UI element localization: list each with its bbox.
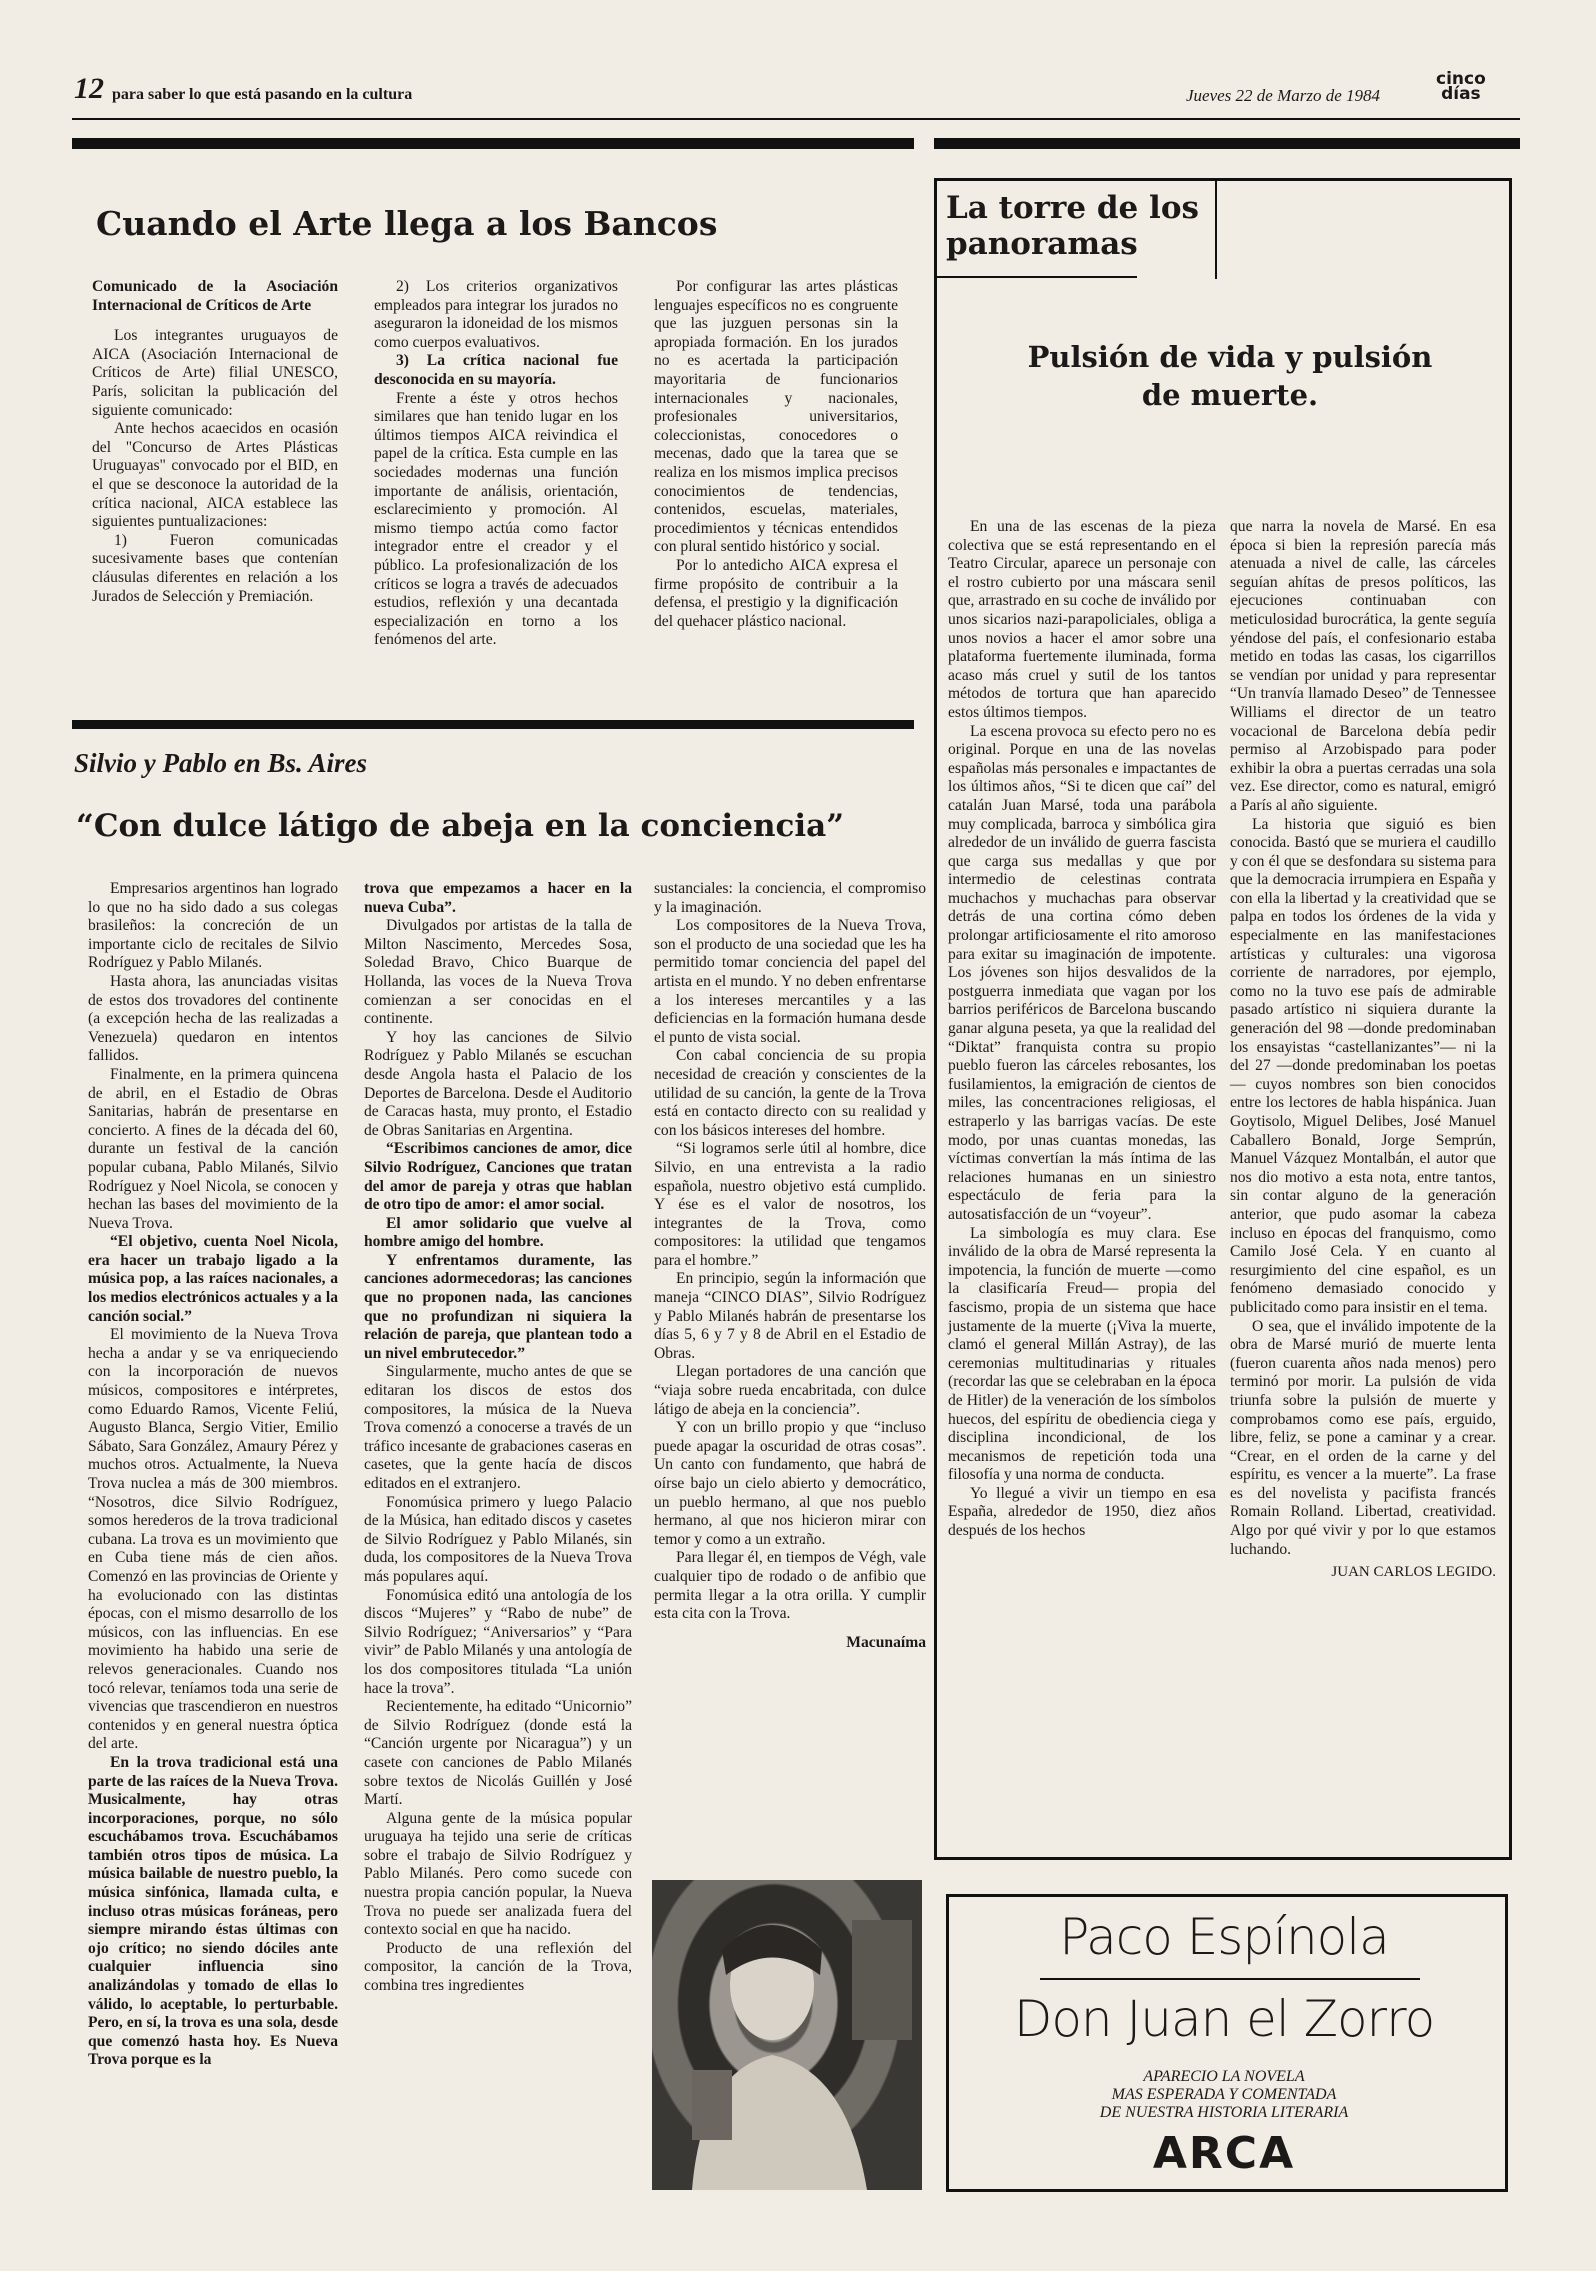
article2-paragraph: “Si logramos serle útil al hombre, dice Silvio, en una entrevista a la radio española, nuestro objetivo está cumplido. Y ése es el valor de nosotros, los integrantes de la Trova, como compositores: la utilidad que tengamos para el hombre.”: [654, 1140, 926, 1269]
article1-paragraph: Ante hechos acaecidos en ocasión del "Concurso de Artes Plásticas Uruguayas" convocado por el BID, en el que se desconoce la autoridad de la crítica nacional, AICA establece las siguientes puntualizaciones:: [92, 420, 338, 531]
article2-paragraph: Hasta ahora, las anunciadas visitas de estos dos trovadores del continente (a excepción hecha de las realizadas a Venezuela) quedaron en intentos fallidos.: [88, 972, 338, 1065]
article1-paragraph: 1) Fueron comunicadas sucesivamente bases que contenían cláusulas diferentes en relación a los Jurados de Selección y Premiación.: [92, 531, 338, 605]
book-ad-tagline: [966, 2068, 1482, 2122]
header-rule: [72, 118, 1520, 120]
article1-paragraph: 2) Los criterios organizativos empleados para integrar los jurados no aseguraron la idoneidad de los mismos como cuerpos evaluativos.: [374, 278, 618, 351]
article1-column-2: [374, 278, 618, 650]
top-bar-right: [934, 138, 1520, 149]
article2-paragraph: sustanciales: la conciencia, el compromiso y la imaginación.: [654, 880, 926, 916]
article1-paragraph: Por lo antedicho AICA expresa el firme propósito de contribuir a la defensa, el prestigio y la dignificación del quehacer plástico nacional.: [654, 556, 898, 630]
article3-title: [946, 190, 1199, 262]
article2-kicker: Silvio y Pablo en Bs. Aires: [74, 748, 368, 778]
article1-paragraph: Los integrantes uruguayos de AICA (Asociación Internacional de Críticos de Arte) filial UNESCO, París, solicitan la publicación del siguiente comunicado:: [92, 327, 338, 419]
section-kicker: [112, 86, 412, 104]
issue-date: Jueves 22 de Marzo de 1984: [1186, 86, 1381, 105]
article2-paragraph: Fonomúsica editó una antología de los discos “Mujeres” y “Rabo de nube” de Silvio Rodríguez; “Aniversarios” y “Para vivir” de Pablo Milanés y una antología de los dos compositores titulada “La unión hace la trova”.: [364, 1586, 632, 1697]
book-ad-tagline-3: DE NUESTRA HISTORIA LITERARIA: [1099, 2104, 1349, 2121]
article3-paragraph: En una de las escenas de la pieza colectiva que se está representando en el Teatro Circular, aparece un personaje con el rostro cubierto por una máscara senil que, arrastrado en su coche de inválido por unos sicarios nazi-parapoliciales, obliga a unos novios a hacer el amor sobre una plataforma fuertemente iluminada, forma acaso más cruel y sutil de los tantos métodos de tortura que han aparecido estos últimos tiempos.: [948, 518, 1216, 721]
article1-byline: Comunicado de la Asociación Internacional de Críticos de Arte: [92, 278, 338, 314]
article2-paragraph: El movimiento de la Nueva Trova hecha a andar y se va enriqueciendo con la incorporación de nuevos músicos, compositores e intérpretes, como Eduardo Ramos, Vicente Feliú, Augusto Blanca, Sergio Vitier, Emilio Sábato, Sara González, Amaury Pérez y muchos otros. Actualmente, la Nueva Trova nuclea a más de 300 miembros. “Nosotros, dice Silvio Rodríguez, somos herederos de la trova tradicional cubana. La trova es un movimiento que en Cuba tiene más de cien años. Comenzó en las provincias de Oriente y ha evolucionado con las distintas épocas, con el mismo desarrollo de los músicos, con las influencias. En ese movimiento ha habido una serie de relevos generacionales. Cuando nos tocó relevar, teníamos toda una serie de vivencias que trascendieron en nuestros contenidos y en general nuestra óptica del arte.: [88, 1326, 338, 1753]
article3-column-2: [1230, 518, 1496, 1582]
article2-column-3: [654, 880, 926, 1652]
logo-bottom: días: [1441, 84, 1481, 104]
article2-paragraph: Con cabal conciencia de su propia necesidad de creación y conscientes de la utilidad de su canción, la gente de la Trova está en contacto directo con su realidad y con los básicos intereses del hombre.: [654, 1047, 926, 1139]
article3-paragraph: Yo llegué a vivir un tiempo en esa España, alrededor de 1950, diez años después de los hechos: [948, 1484, 1216, 1540]
portrait-photo: [652, 1880, 922, 2190]
book-ad-author: Paco Espínola: [1059, 1908, 1389, 1966]
book-ad-tagline-2: MAS ESPERADA Y COMENTADA: [1111, 2086, 1337, 2103]
article3-subtitle-line-1: Pulsión de vida y pulsión: [1027, 340, 1433, 374]
article2-paragraph: Finalmente, en la primera quincena de abril, en el Estadio de Obras Sanitarias, habrán de presentarse en concierto. A fines de la década del 60, durante un festival de la canción popular cubana, Pablo Milanés, Silvio Rodríguez y Noel Nicola, se conocen y hechan las bases del movimiento de la Nueva Trova.: [88, 1065, 338, 1232]
book-ad-divider: [1040, 1978, 1420, 1980]
article2-paragraph: Y con un brillo propio y que “incluso puede apagar la oscuridad de otras cosas”. Un canto con fundamento, que habrá de oírse bajo un cielo abierto y democrático, un pueblo hermano, al que nos pueblo hermano, al que nos hicieron mirar con temor y como a un extraño.: [654, 1419, 926, 1548]
article2-paragraph: Y hoy las canciones de Silvio Rodríguez y Pablo Milanés se escuchan desde Angola hasta el Palacio de los Deportes de Barcelona. Desde el Auditorio de Caracas hasta, muy pronto, el Estadio de Obras Sanitarias en Argentina.: [364, 1028, 632, 1139]
photo-portrait-icon: [652, 1880, 922, 2190]
section-kicker-culture: la cultura: [345, 86, 413, 103]
article2-paragraph: Producto de una reflexión del compositor, la canción de la Trova, combina tres ingredientes: [364, 1939, 632, 1995]
article2-paragraph: El amor solidario que vuelve al hombre amigo del hombre.: [364, 1214, 632, 1251]
logo-top: cinco: [1436, 69, 1486, 89]
article1-column-1: [92, 278, 338, 606]
article2-paragraph: Alguna gente de la música popular uruguaya ha tejido una serie de críticas sobre el trabajo de Silvio Rodríguez y Pablo Milanés. Pero como sucede con nuestra propia canción popular, la Nueva Trova no puede ser analizada fuera del contexto social en que ha nacido.: [364, 1809, 632, 1939]
article1-column-3: [654, 278, 898, 631]
article2-paragraph: En la trova tradicional está una parte de las raíces de la Nueva Trova. Musicalmente, hay otras incorporaciones, porque, no sólo escuchábamos trova. Escuchábamos también otros tipos de música. La música bailable de nuestro pueblo, la música sinfónica, llamada culta, e incluso otras músicas foráneas, pero siempre mirando éstas últimas con ojo crítico; no siendo dóciles ante cualquier influencia sino analizándolas y tomado de ellas lo válido, lo aceptable, lo perturbable. Pero, en sí, la trova es una sola, desde que comenzó hasta hoy. Es Nueva Trova porque es la: [88, 1753, 338, 2069]
article2-paragraph: Divulgados por artistas de la talla de Milton Nascimento, Mercedes Sosa, Soledad Bravo, Chico Buarque de Hollanda, las voces de la Nueva Trova comienzan a ser conocidas en el continente.: [364, 917, 632, 1028]
article2-column-2: [364, 880, 632, 1996]
article1-paragraph: Por configurar las artes plásticas lenguajes específicos no es congruente que las juzguen personas sin la apropiada formación. En los jurados no es acertada la participación mayoritaria de funcionarios internacionales y nacionales, profesionales universitarios, coleccionistas, conocedores o mecenas, dado que la tarea que se realiza en los mismos implica precisos conocimientos de tendencias, contenidos, escuelas, materiales, procedimientos y técnicas entendidos con plural sentido histórico y social.: [654, 278, 898, 556]
article2-paragraph: En principio, según la información que maneja “CINCO DIAS”, Silvio Rodríguez y Pablo Milanés habrán de presentarse los días 5, 6 y 7 y 8 de Abril en el Estadio de Obras.: [654, 1270, 926, 1362]
article2-paragraph: Los compositores de la Nueva Trova, son el producto de una sociedad que les ha permitido tomar conciencia del papel del artista en el mundo. Y no deben enfrentarse a los intereses mercantiles y a las deficiencias en la formación humana desde el punto de vista social.: [654, 917, 926, 1046]
article3-title-line-2: panoramas: [946, 226, 1138, 262]
article3-signature: JUAN CARLOS LEGIDO.: [1331, 1564, 1496, 1581]
article2-paragraph: Recientemente, ha editado “Unicornio” de Silvio Rodríguez (donde está la “Canción urgente por Nicaragua”) y un casete con canciones de Pablo Milanés sobre textos de Nicolás Guillén y José Martí.: [364, 1698, 632, 1809]
article3-paragraph: La escena provoca su efecto pero no es original. Porque en una de las novelas españolas más personales e impactantes de los últimos años, “Si te dicen que caí” del catalán Juan Marsé, toda una parábola muy complicada, barroca y simbólica gira alrededor de un inválido de guerra fascista que carga sus medallas y que por intermedio de celestinas contrata muchachos y muchachas para observar detrás de una cortina cómo deben prolongar artificiosamente el rito amoroso para exitar su imaginación de impotente. Los jóvenes son hijos desvalidos de la postguerra inmediata que vagan por los barrios periféricos de Barcelona buscando ganar alguna peseta, ya que la realidad del “Diktat” franquista contra su propio pueblo fueron las cárceles rebosantes, los fusilamientos, la emigración de cientos de miles, las concentraciones religiosas, el estraperlo y las barrigas vacías. De este modo, por unas cuantas monedas, las víctimas convertían la más íntima de las relaciones humanas en un siniestro espectáculo de feria para la autosatisfacción de un “voyeur”.: [948, 722, 1216, 1223]
article1-paragraph: Frente a éste y otros hechos similares que han tenido lugar en los últimos tiempos AICA reivindica el papel de la crítica. Esta cumple en las sociedades modernas una función importante de análisis, orientación, esclarecimiento y promoción. Al mismo tiempo actúa como factor integrador entre el creador y el público. La profesionalización de los críticos se logra a través de adecuados estudios, reflexión y una decantada especialización en torno a los fenómenos del arte.: [374, 389, 618, 649]
article3-title-rule: [937, 276, 1137, 278]
article3-title-rule-vertical: [1215, 181, 1217, 279]
article2-signature: Macunaíma: [846, 1633, 926, 1651]
book-ad-publisher: ARCA: [1152, 2128, 1296, 2179]
article2-paragraph: trova que empezamos a hacer en la nueva Cuba”.: [364, 880, 632, 916]
page-number: 12: [74, 72, 104, 105]
article2-paragraph: Singularmente, mucho antes de que se editaran los discos de estos dos compositores, la música de la Nueva Trova comenzó a conocerse a través de un tráfico incesante de grabaciones caseras en casetes, que la gente hacía de discos editados en el extranjero.: [364, 1363, 632, 1492]
book-ad-title: Don Juan el Zorro: [1013, 1990, 1435, 2048]
article2-paragraph: Empresarios argentinos han logrado lo que no ha sido dado a sus colegas brasileños: la concreción de un importante ciclo de recitales de Silvio Rodríguez y Pablo Milanés.: [88, 880, 338, 972]
article3-subtitle: [970, 338, 1490, 414]
article3-title-line-1: La torre de los: [946, 190, 1199, 226]
article1-paragraph: 3) La crítica nacional fue desconocida en su mayoría.: [374, 352, 618, 388]
article2-column-1: [88, 880, 338, 2070]
article2-paragraph: Para llegar él, en tiempos de Végh, vale cualquier tipo de rodado o de anfibio que permita llegar a la otra orilla. Y cumplir esta cita con la Trova.: [654, 1549, 926, 1623]
section-kicker-text: para saber lo que está pasando en: [112, 86, 342, 103]
article3-column-1: [948, 518, 1216, 1541]
top-bar-left: [72, 138, 914, 149]
article1-title: Cuando el Arte llega a los Bancos: [96, 204, 718, 243]
article2-paragraph: “Escribimos canciones de amor, dice Silvio Rodríguez, Canciones que tratan del amor de pareja y otras que hablan de otro tipo de amor: el amor social.: [364, 1140, 632, 1214]
book-ad-tagline-1: APARECIO LA NOVELA: [1143, 2068, 1305, 2085]
article3-subtitle-line-2: de muerte.: [1141, 378, 1319, 412]
article3-paragraph: O sea, que el inválido impotente de la obra de Marsé murió de muerte lenta (fueron cuarenta años nada menos) pero terminó por morir. La pulsión de vida triunfa sobre la pulsión de muerte y comprobamos como ese país, erguido, libre, feliz, se pone a caminar y a crear. “Crear, en el orden de la carne y del espíritu, es vencer a la muerte”. La frase es del novelista y pacifista francés Romain Rolland. Libertad, creatividad. Algo por qué vivir y por lo que estamos luchando.: [1230, 1317, 1496, 1558]
article2-paragraph: Llegan portadores de una canción que “viaja sobre rueda encabritada, con dulce látigo de abeja en la conciencia”.: [654, 1363, 926, 1418]
article3-paragraph: La simbología es muy clara. Ese inválido de la obra de Marsé representa la impotencia, la función de muerte —como la clasificaría Freud— propia del fascismo, propia de un sistema que hace justamente de la muerte (¡Viva la muerte, clamó el general Millán Astray), de las ceremonias multitudinarias y rituales (recordar las que se celebraban en la época de Hitler) de la veneración de los símbolos huecos, del espíritu de obediencia ciega y disciplina incondicional, de los mecanismos de repetición toda una filosofía y una norma de conducta.: [948, 1224, 1216, 1484]
article3-paragraph: La historia que siguió es bien conocida. Bastó que se muriera el caudillo y con él que se desfondara su sistema para que la democracia irrumpiera en España y con ella la libertad y la creatividad que se palpa en todos los órdenes de la vida y especialmente en las manifestaciones artísticas y culturales: una vigorosa corriente de narradores, por ejemplo, como no la tuvo ese país de admirable pasado artístico ni siquiera durante la generación del 98 —donde predominaban los ensayistas “castellanizantes”— ni la del 27 —donde predominaban los poetas— cuyos nombres son bien conocidos entre los lectores de habla hispánica. Juan Goytisolo, Miguel Delibes, José Manuel Caballero Bonald, Jorge Semprún, Manuel Vázquez Montalbán, el autor que nos dio motivo a esta nota, entre tantos, sin contar alguno de la generación anterior, que pudo asomar la cabeza incluso en épocas del franquismo, como Camilo José Cela. Y en cuanto al resurgimiento del cine español, es un fenómeno demasiado conocido y publicitado como para insistir en el tema.: [1230, 815, 1496, 1316]
article2-paragraph: “El objetivo, cuenta Noel Nicola, era hacer un trabajo ligado a la música pop, a las raíces nacionales, a los medios electrónicos actuales y a la canción social.”: [88, 1233, 338, 1325]
article2-title: “Con dulce látigo de abeja en la conciencia”: [76, 808, 845, 844]
article3-paragraph: que narra la novela de Marsé. En esa época si bien la represión parecía más atenuada a nivel de calle, las cárceles seguían ahítas de presos políticos, las ejecuciones continuaban con meticulosidad burocrática, la gente seguía yéndose del país, el confesionario estaba metido en todas las casas, los cigarrillos se vendían por unidad y para representar “Un tranvía llamado Deseo” de Tennessee Williams el director de un teatro vocacional de Barcelona debía pedir permiso al Arzobispado para poder exhibir la obra a puertas cerradas una sola vez. Ese director, como es natural, emigró a París al año siguiente.: [1230, 518, 1496, 814]
newspaper-logo: [1436, 69, 1486, 104]
article1-bottom-bar: [72, 720, 914, 729]
article2-paragraph: Y enfrentamos duramente, las canciones adormecedoras; las canciones que no proponen nada, las canciones que no profundizan ni siquiera la relación de pareja, que plantean todo a un nivel embrutecedor.”: [364, 1251, 632, 1362]
article2-paragraph: Fonomúsica primero y luego Palacio de la Música, han editado discos y casetes de Silvio Rodríguez y Pablo Milanés, sin duda, los compositores de la Nueva Trova más populares aquí.: [364, 1493, 632, 1585]
